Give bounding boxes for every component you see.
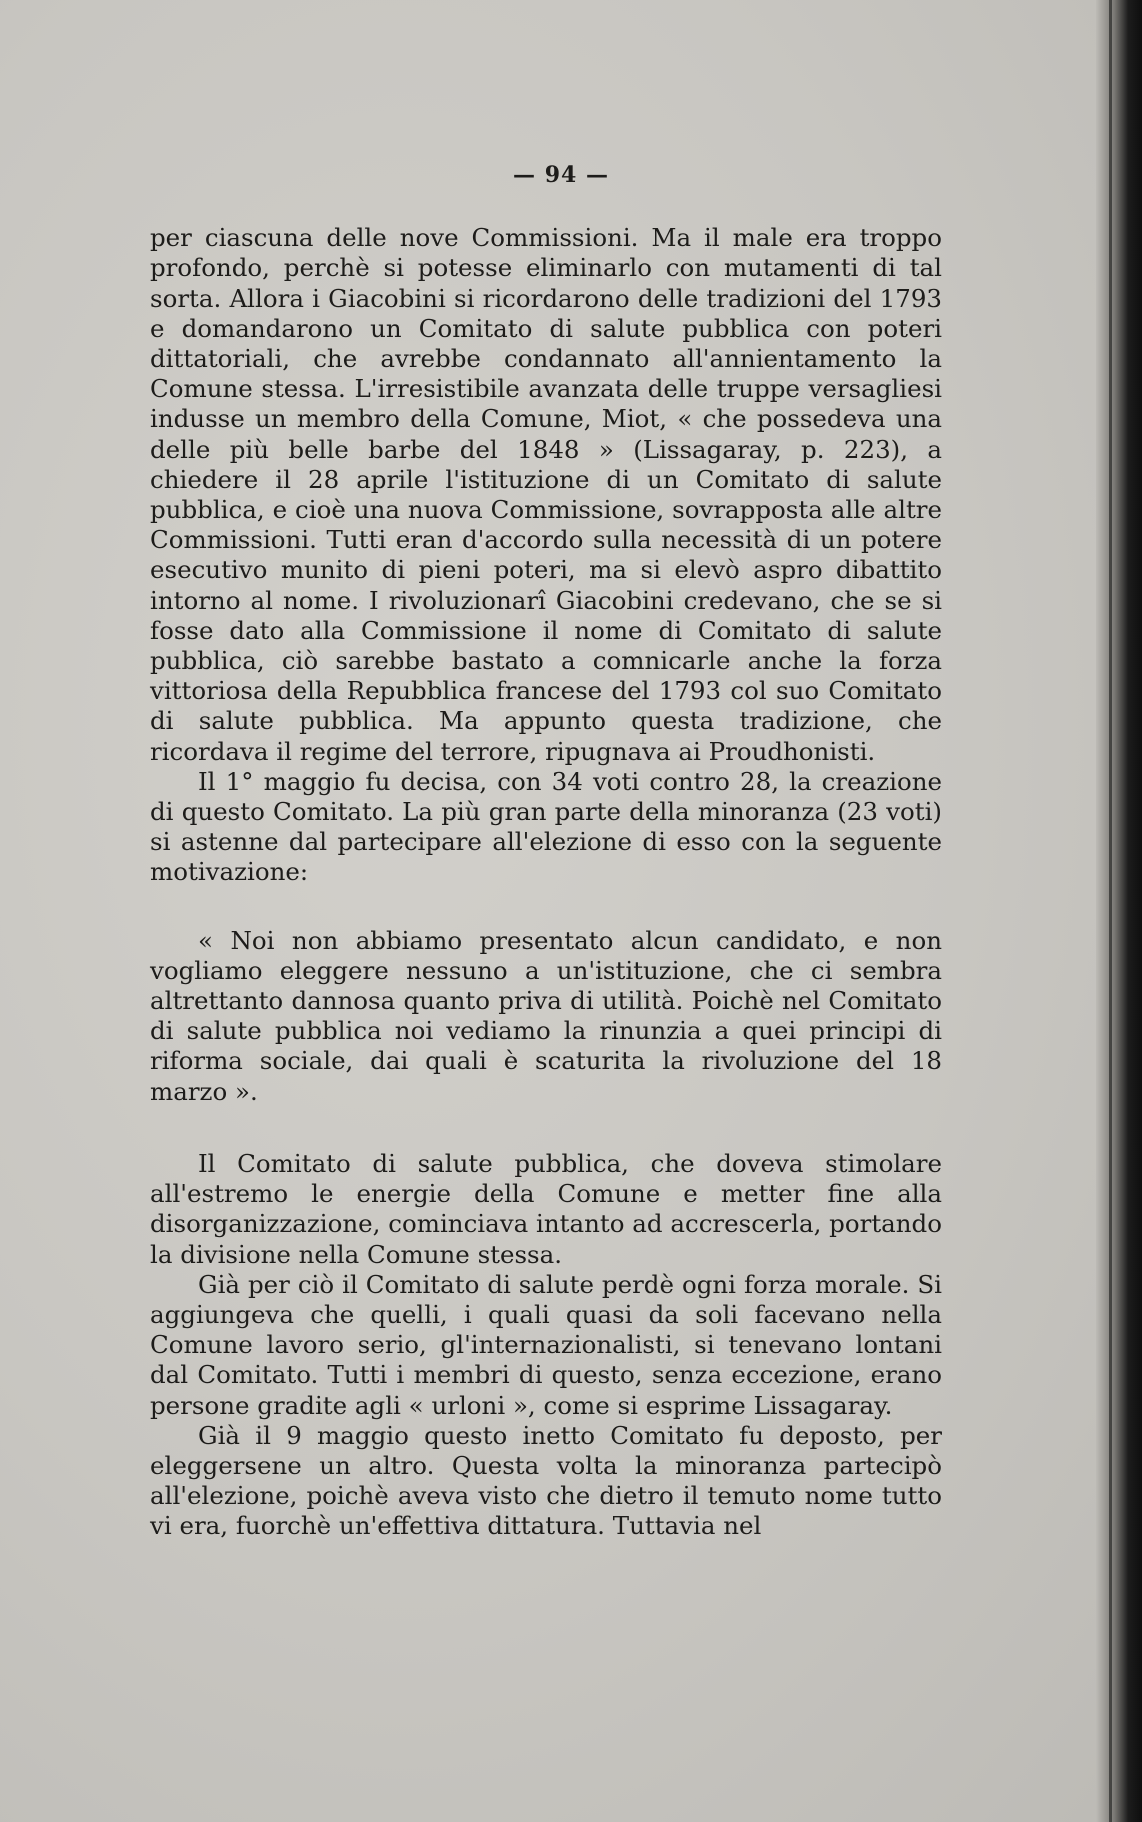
page-number: — 94 —: [513, 162, 609, 188]
page-edge-line: [1109, 0, 1112, 1822]
paragraph-4: Già per ciò il Comitato di salute perdè ogni forza morale. Si aggiungeva che quelli, i quali quasi da soli facevano nella Comune lavoro serio, gl'internazionalisti, si tenevano lontani dal Comitato. Tutti i membri di questo, senza eccezione, erano persone gradite agli « urloni », come si esprime Lissagaray.: [150, 1269, 942, 1420]
paragraph-1: per ciascuna delle nove Commissioni. Ma il male era troppo profondo, perchè si potesse eliminarlo con mutamenti di tal sorta. Allora i Giacobini si ricordarono delle tradizioni del 1793 e domandarono un Comitato di salute pubblica con poteri dittatoriali, che avrebbe condannato all'annientamento la Comune stessa. L'irresistibile avanzata delle truppe versagliesi indusse un membro della Comune, Miot, « che possedeva una delle più belle barbe del 1848 » (Lissagaray, p. 223), a chiedere il 28 aprile l'istituzione di un Comitato di salute pubblica, e cioè una nuova Commissione, sovrapposta alle altre Commissioni. Tutti eran d'accordo sulla necessità di un potere esecutivo munito di pieni poteri, ma si elevò aspro dibattito intorno al nome. I rivoluzionarî Giacobini credevano, che se si fosse dato alla Commissione il nome di Comitato di salute pubblica, ciò sarebbe bastato a comnicarle anche la forza vittoriosa della Repubblica francese del 1793 col suo Comitato di salute pubblica. Ma appunto questa tradizione, che ricordava il regime del terrore, ripugnava ai Proudhonisti.: [150, 223, 942, 766]
quoted-statement: « Noi non abbiamo presentato alcun candidato, e non vogliamo eleggere nessuno a un'istituzione, che ci sembra altrettanto dannosa quanto priva di utilità. Poichè nel Comitato di salute pubblica noi vediamo la rinunzia a quei principi di riforma sociale, dai quali è scaturita la rivoluzione del 18 marzo ».: [150, 925, 942, 1106]
paragraph-3: Il Comitato di salute pubblica, che doveva stimolare all'estremo le energie della Comune e metter fine alla disorganizzazione, cominciava intanto ad accrescerla, portando la divisione nella Comune stessa.: [150, 1148, 942, 1269]
book-spine-shadow: [1096, 0, 1142, 1822]
paragraph-5: Già il 9 maggio questo inetto Comitato fu deposto, per eleggersene un altro. Questa volta la minoranza partecipò all'elezione, poichè aveva visto che dietro il temuto nome tutto vi era, fuorchè un'effettiva dittatura. Tuttavia nel: [150, 1420, 942, 1541]
page-body: [150, 160, 942, 1542]
paragraph-2: Il 1° maggio fu decisa, con 34 voti contro 28, la creazione di questo Comitato. La più gran parte della minoranza (23 voti) si astenne dal partecipare all'elezione di esso con la seguente motivazione:: [150, 766, 942, 887]
